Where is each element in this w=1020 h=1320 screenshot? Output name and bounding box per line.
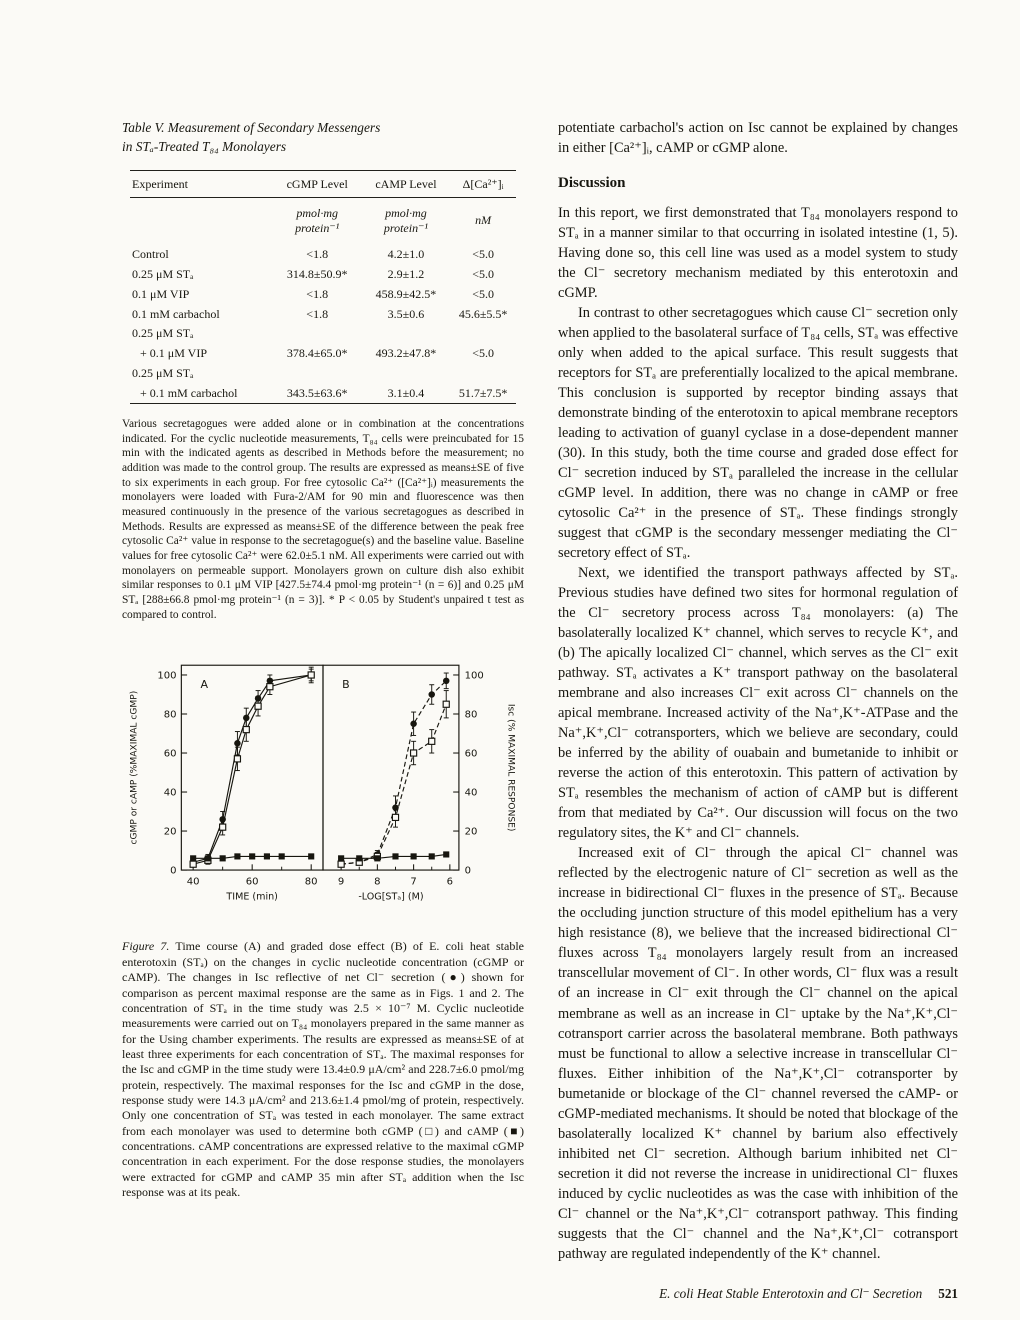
svg-text:9: 9	[337, 876, 345, 888]
svg-text:6: 6	[446, 876, 454, 888]
discussion-heading: Discussion	[558, 175, 626, 192]
table-row: + 0.1 mM carbachol 343.5±63.6* 3.1±0.4 51.7±7.5*	[140, 385, 508, 400]
table-row: 0.25 μM STₐ	[132, 326, 194, 341]
svg-text:20: 20	[464, 826, 478, 838]
col-header-delta-ca: Δ[Ca²⁺]ᵢ	[450, 170, 516, 197]
table-row: + 0.1 μM VIP 378.4±65.0* 493.2±47.8* <5.0	[140, 346, 495, 361]
svg-text:100: 100	[464, 670, 484, 682]
running-title: E. coli Heat Stable Enterotoxin and Cl⁻ Secretion	[659, 1286, 923, 1301]
table-title-line1: Table V. Measurement of Secondary Messengers	[122, 120, 381, 135]
figure7-caption-label: Figure 7.	[122, 939, 170, 954]
col-header-camp-level: cAMP Level	[362, 170, 451, 197]
table-title	[122, 118, 524, 157]
right-column	[558, 118, 958, 1264]
svg-text:20: 20	[163, 826, 177, 838]
units-cgmp: pmol·mg protein⁻¹	[295, 205, 340, 235]
table-row: 0.1 μM VIP <1.8 458.9±42.5* <5.0	[132, 286, 495, 301]
svg-text:60: 60	[163, 748, 177, 760]
table-row: 0.25 μM STₐ 314.8±50.9* 2.9±1.2 <5.0	[132, 267, 495, 282]
svg-text:B: B	[342, 678, 350, 692]
units-ca: nM	[475, 213, 492, 228]
discussion-paragraph-3: Next, we identified the transport pathways affected by STₐ. Previous studies have defined two sites for hormonal regulation of the Cl⁻ secretory process across T₈₄ monolayers: (a) The basolaterally localized K⁺ channel, which serves to recycle K⁺, and (b) The apically localized Cl⁻ channel, which serves as the Cl⁻ exit pathway. STₐ activates a K⁺ transport pathway on the basolateral membrane and also increases Cl⁻ exit across Cl⁻ channels on the apical membrane. Increased activity of the Na⁺,K⁺-ATPase and the Na⁺,K⁺,Cl⁻ cotransporters, which we believe are secondary, could be inferred by the ability of ouabain and bumetanide to inhibit or reverse the action of this enterotoxin. This pattern of activation by STₐ resembles the mechanism of action of cAMP but is different from that mediated by Ca²⁺. Our discussion will focus on the two regulatory sites, the K⁺ and Cl⁻ channels.	[558, 565, 958, 842]
table-title-line2: in STₐ-Treated T₈₄ Monolayers	[122, 139, 287, 155]
figure7-caption-text: Time course (A) and graded dose effect (B) of E. coli heat stable enterotoxin (STₐ) on the changes in cyclic nucleotide concentration (cGMP or cAMP). The changes in Isc reflective of net Cl⁻ secretion (●) shown for comparison as percent maximal response are the same as in Figs. 1 and 2. The concentration of STₐ in the time study was 2.5 × 10⁻⁷ M. Cyclic nucleotide measurements were carried out on T₈₄ monolayers prepared in the same manner as for the Using chamber experiments. The results are expressed as means±SE of at least three experiments for each concentration of STₐ. The maximal responses for the Isc and cGMP in the time study were 13.4±0.9 μA/cm² and 228.7±6.0 pmol/mg protein, respectively. The maximal responses for the Isc and cGMP in the dose, response study were 14.3 μA/cm² and 213.6±1.4 pmol/mg of protein, respectively. Only one concentration of STₐ was tested in each monolayer. The same extract from each monolayer was used to determine both cGMP (□) and cAMP (■) concentrations. cAMP concentrations are expressed relative to the maximal cGMP concentration in each experiment. For the dose response studies, the monolayers were extracted for cGMP and cAMP 35 min after STₐ addition when the Isc response was at its peak.	[122, 939, 524, 1200]
svg-text:cGMP or cAMP (%MAXIMAL cGMP): cGMP or cAMP (%MAXIMAL cGMP)	[129, 691, 140, 845]
svg-text:80: 80	[163, 709, 177, 721]
table-units-row	[130, 197, 516, 245]
figure7	[122, 648, 524, 935]
left-column	[122, 118, 524, 1264]
svg-text:0: 0	[170, 865, 177, 877]
svg-text:0: 0	[464, 865, 472, 877]
svg-text:40: 40	[163, 787, 177, 799]
table-header-row	[130, 170, 516, 197]
svg-text:100: 100	[157, 670, 177, 682]
svg-text:TIME (min): TIME (min)	[226, 892, 278, 904]
table-row: Control <1.8 4.2±1.0 <5.0	[132, 247, 495, 262]
units-camp: pmol·mg protein⁻¹	[383, 205, 429, 235]
page-footer	[659, 1286, 958, 1302]
table-footnote: Various secretagogues were added alone or in combination at the concentrations indicated. For the cyclic nucleotide measurements, T₈₄ cells were preincubated for 15 min with the indicated agents as described in Methods before the measurement; no addition was made to the control group. The results are expressed as means±SE of five to six experiments in each group. For free cytosolic Ca²⁺ ([Ca²⁺]ᵢ) measurements the monolayers were loaded with Fura-2/AM for 90 min and fluorescence was then measured continuously in the presence of the various secretagogues as described in Methods. Results are expressed as means±SE of the difference between the peak free cytosolic Ca²⁺ value in response to the secretagogue(s) and the baseline value. Baseline values for free cytosolic Ca²⁺ were 62.0±5.1 nM. All experiments were carried out with monolayers on permeable support. Monolayers grown on culture dish also exhibit similar responses to 0.1 μM VIP [427.5±74.4 pmol·mg protein⁻¹ (n = 6)] and 0.25 μM STₐ [288±66.8 pmol·mg protein⁻¹ (n = 3)]. * P < 0.05 by Student's unpaired t test as compared to control.	[122, 418, 524, 621]
figure7-chart	[122, 648, 524, 935]
secondary-messengers-table	[130, 170, 516, 404]
lead-paragraph: potentiate carbachol's action on Isc cannot be explained by changes in either [Ca²⁺]ᵢ, cAMP or cGMP alone.	[558, 120, 958, 157]
svg-text:60: 60	[464, 748, 478, 760]
discussion-paragraph-1: In this report, we first demonstrated that T₈₄ monolayers respond to STₐ in a manner similar to that occurring in isolated intestine (1, 5). Having done so, this cell line was used as a model system to study the Cl⁻ secretory mechanism mediated by this enterotoxin and cGMP.	[558, 204, 958, 301]
svg-text:Isc (% MAXIMAL RESPONSE): Isc (% MAXIMAL RESPONSE)	[505, 704, 516, 832]
discussion-paragraph-2: In contrast to other secretagogues which cause Cl⁻ secretion only when applied to the basolateral surface of T₈₄ cells, STₐ was effective only when added to the apical surface. This result suggests that receptors for STₐ are preferentially localized to the apical membrane. This conclusion is supported by receptor binding assays that demonstrate binding of the enterotoxin to apical membrane receptors leading to activation of guanyl cyclase in a dose-dependent manner (30). In this study, both the time course and graded dose effect for Cl⁻ secretion induced by STₐ paralleled the increase in the cellular cGMP level. In addition, there was no change in cAMP or free cytosolic Ca²⁺ in the presence of STₐ. These findings strongly suggest that cGMP is the secondary messenger mediating the Cl⁻ secretory effect of STₐ.	[558, 304, 958, 562]
table-row: 0.25 μM STₐ	[132, 365, 194, 380]
svg-text:A: A	[200, 678, 209, 692]
svg-text:8: 8	[374, 876, 381, 888]
svg-text:40: 40	[464, 787, 478, 799]
col-header-cgmp-level: cGMP Level	[273, 170, 362, 197]
units-experiment	[130, 197, 273, 245]
table-row: 0.1 mM carbachol <1.8 3.5±0.6 45.6±5.5*	[132, 306, 508, 321]
svg-text:40: 40	[186, 876, 200, 888]
figure7-caption	[122, 939, 524, 1200]
svg-text:80: 80	[464, 709, 478, 721]
svg-text:-LOG[STₐ] (M): -LOG[STₐ] (M)	[358, 892, 424, 904]
discussion-paragraph-4: Increased exit of Cl⁻ through the apical Cl⁻ channel was reflected by the electrogenic nature of Cl⁻ secretion as well as the increase in bidirectional Cl⁻ fluxes in the presence of STₐ. Because the occluding junction structure of this model epithelium has a very high resistance (8), we believe that the increased bidirectional Cl⁻ fluxes across T₈₄ monolayers largely result from an increased transcellular movement of Cl⁻. In other words, Cl⁻ flux was a result of an increase in Cl⁻ exit through the Cl⁻ channel on the apical membrane as well as an increase in Cl⁻ uptake by the Na⁺,K⁺,Cl⁻ cotransport carrier across the basolateral membrane. Both pathways must be functional to allow a selective increase in transcellular Cl⁻ fluxes. Either inhibition of the Na⁺,K⁺,Cl⁻ cotransporter by bumetanide or blockage of the Cl⁻ channel reversed the cAMP- or cGMP-mediated mechanisms. It should be noted that blockage of the basolaterally localized K⁺ channel by barium also effectively inhibited net Cl⁻ secretion. Although barium inhibited net Cl⁻ secretion it did not reverse the increase in unidirectional Cl⁻ fluxes induced by cyclic nucleotides as was the case with inhibition of the Cl⁻ channel or the Na⁺,K⁺,Cl⁻ cotransport pathway. This finding suggests that the Cl⁻ channel and the Na⁺,K⁺,Cl⁻ cotransport pathway are regulated independently of the K⁺ channel.	[558, 845, 958, 1262]
page-number: 521	[938, 1286, 958, 1301]
col-header-experiment: Experiment	[130, 170, 273, 197]
svg-text:80: 80	[304, 876, 318, 888]
table-body	[130, 245, 516, 404]
svg-text:7: 7	[410, 876, 417, 888]
svg-text:60: 60	[245, 876, 259, 888]
